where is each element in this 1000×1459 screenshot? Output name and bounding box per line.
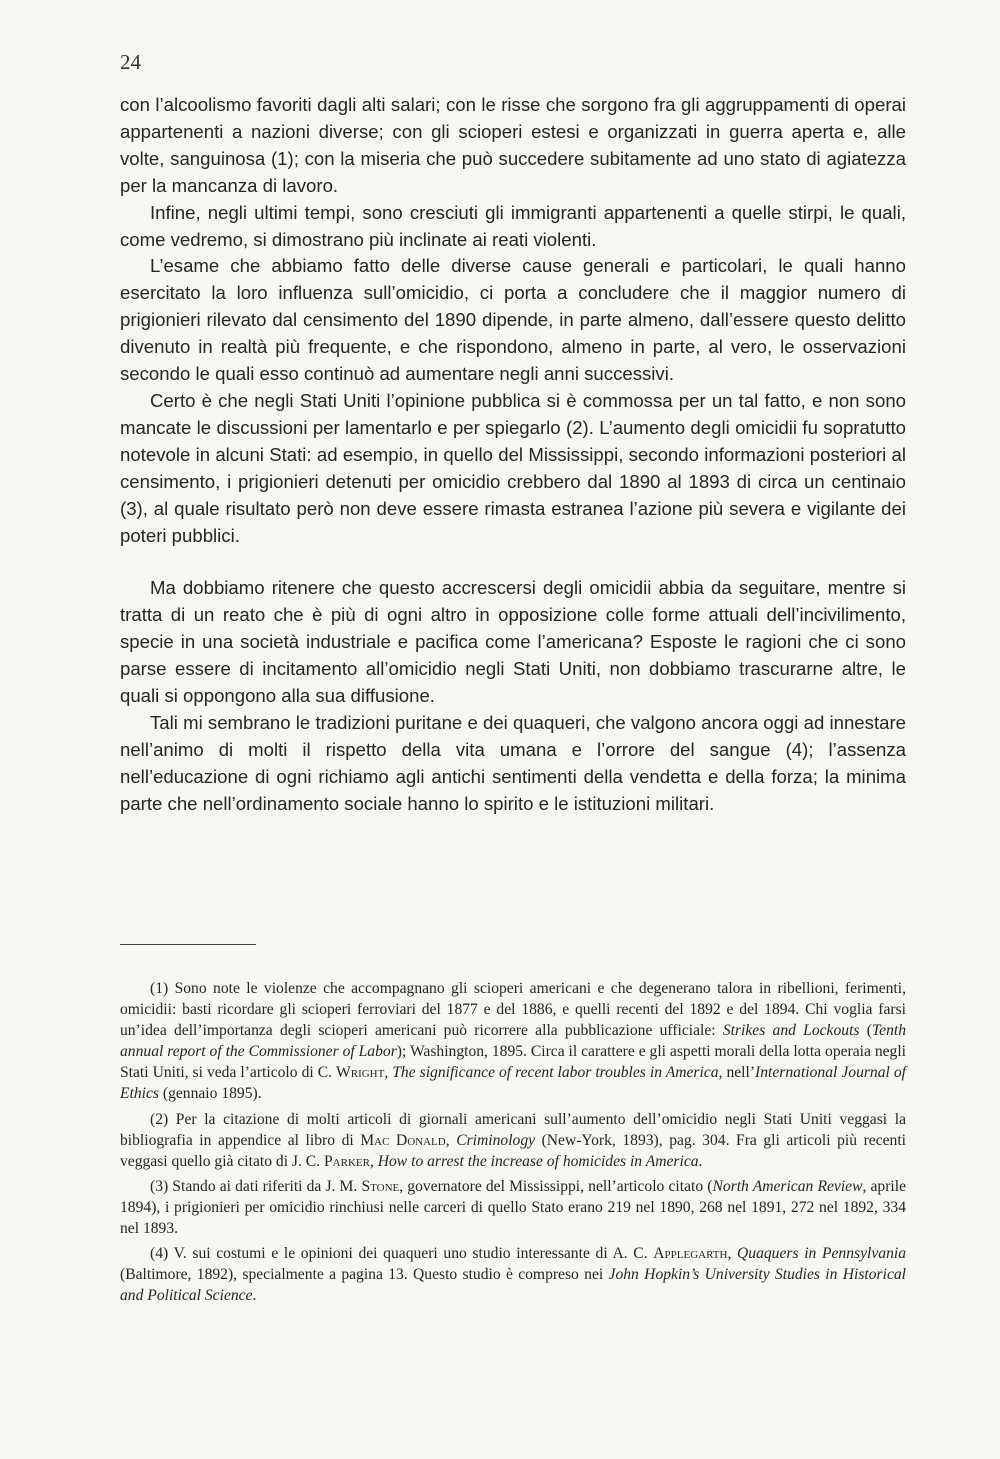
footnote-title: Criminology	[456, 1131, 536, 1149]
footnote-text: (	[859, 1022, 872, 1040]
footnote-author: Stone	[361, 1177, 400, 1195]
footnotes	[120, 978, 906, 1310]
footnote-text: (New-York, 1893), pag. 304. Fra gli articoli più recenti veggasi quello già citato di J. C.	[120, 1131, 907, 1170]
footnote-text: (2) Per la citazione di molti articoli di giornali americani sull’aumento dell’omicidio negli Stati Uniti veggasi la bibliografia in appendice al libro di	[120, 1110, 906, 1149]
footnote-4	[120, 1243, 906, 1306]
footnote-text: (Baltimore, 1892), specialmente a pagina 13. Questo studio è compreso nei	[120, 1266, 609, 1284]
footnote-title: The significance of recent labor troubles in America	[392, 1064, 719, 1082]
footnote-1	[120, 978, 906, 1105]
paragraph: Certo è che negli Stati Uniti l’opinione pubblica si è commossa per un tal fatto, e non sono mancate le discussioni per lamentarlo e per spiegarlo (2). L’aumento degli omicidii fu sopratutto notevole in alcuni Stati: ad esempio, in quello del Mississippi, secondo informazioni posteriori al censimento, i prigionieri detenuti per omicidio crebbero dal 1890 al 1893 di circa un centinaio (3), al quale risultato però non deve essere rimasta estranea l’azione più severa e vigilante dei poteri pubblici.	[120, 389, 906, 546]
footnote-text: ,	[384, 1064, 393, 1082]
footnote-text: ,	[445, 1131, 457, 1149]
paragraph: Infine, negli ultimi tempi, sono cresciuti gli immigranti appartenenti a quelle stirpi, le quali, come vedremo, si dimostrano più inclinate ai reati violenti.	[120, 201, 906, 250]
footnote-divider	[120, 944, 256, 945]
page-number: 24	[120, 50, 141, 74]
footnote-title: Quaquers in Pennsylvania	[737, 1245, 906, 1263]
footnote-text: , aprile 1894), i prigionieri per omicidio rinchiusi nelle carceri di quello Stato erano 219 nel 1890, 268 nel 1891, 272 nel 1892, 334 nel 1893.	[120, 1177, 907, 1238]
footnote-text: (gennaio 1895).	[158, 1085, 262, 1103]
footnote-text: (1) Sono note le violenze che accompagnano gli scioperi americani e che degenerano talora in ribellioni, ferimenti, omicidii: basti ricordare gli scioperi ferroviari del 1877 e del 1886, e quelli recenti del 1892 e del 1894. Chi voglia farsi un’idea dell’importanza degli scioperi americani può ricorrere alla pubblicazione ufficiale:	[120, 980, 906, 1040]
footnote-text: .	[252, 1287, 257, 1305]
paragraph: Tali mi sembrano le tradizioni puritane e dei quaqueri, che valgono ancora oggi ad innestare nell’animo di molti il rispetto della vita umana e l’orrore del sangue (4); l’assenza nell’educazione di ogni richiamo agli antichi sentimenti della vendetta e della forza; la minima parte che nell’ordinamento sociale hanno lo spirito e le istituzioni militari.	[120, 711, 906, 814]
footnote-text: ); Washington, 1895. Circa il carattere e gli aspetti morali della lotta operaia negli Stati Uniti, si veda l’articolo di C.	[120, 1043, 906, 1082]
footnote-title: How to arrest the increase of homicides in America	[377, 1152, 699, 1170]
footnote-author: Parker	[323, 1152, 370, 1170]
footnote-3	[120, 1176, 906, 1239]
footnote-text: (4) V. sui costumi e le opinioni dei quaqueri uno studio interessante di A. C.	[150, 1245, 654, 1263]
footnote-text: , governatore del Mississippi, nell’articolo citato (	[399, 1177, 713, 1195]
paragraph: L’esame che abbiamo fatto delle diverse cause generali e particolari, le quali hanno esercitato la loro influenza sull’omicidio, ci porta a concludere che il maggior numero di prigionieri rilevato dal censimento del 1890 dipende, in parte almeno, dall’essere questo delitto divenuto in realtà più frequente, e che rispondono, almeno in parte, al vero, le osservazioni secondo le quali esso continuò ad aumentare negli anni successivi.	[120, 255, 906, 385]
footnote-title: North American Review	[712, 1177, 863, 1195]
main-text	[120, 92, 906, 818]
footnote-title: Tenth annual report of the Commissioner of Labor	[120, 1022, 906, 1061]
footnote-text: (3) Stando ai dati riferiti da J. M.	[150, 1177, 362, 1195]
footnote-title: International Journal of Ethics	[120, 1064, 906, 1103]
footnote-author: Applegarth	[653, 1245, 728, 1263]
footnote-title: John Hopkin’s University Studies in Historical and Political Science	[120, 1266, 906, 1305]
paragraph: Ma dobbiamo ritenere che questo accrescersi degli omicidii abbia da seguitare, mentre si tratta di un reato che è più di ogni altro in opposizione colle forme attuali dell’incivilimento, specie in una società industriale e pacifica come l’americana? Esposte le ragioni che ci sono parse essere di incitamento all’omicidio negli Stati Uniti, non dobbiamo trascurarne altre, le quali si oppongono alla sua diffusione.	[120, 577, 906, 707]
footnote-text: ,	[369, 1152, 378, 1170]
footnote-author: Wright	[336, 1064, 385, 1082]
footnote-text: .	[698, 1152, 703, 1170]
footnote-text: ,	[727, 1245, 738, 1263]
paragraph: con l’alcoolismo favoriti dagli alti salari; con le risse che sorgono fra gli aggruppamenti di operai appartenenti a nazioni diverse; con gli scioperi estesi e organizzati in guerra aperta e, alle volte, sanguinosa (1); con la miseria che può succedere subitamente ad uno stato di agiatezza per la mancanza di lavoro.	[120, 94, 906, 196]
footnote-text: , nell’	[718, 1064, 756, 1082]
footnote-2	[120, 1109, 906, 1172]
footnote-author: Mac Donald	[360, 1131, 446, 1149]
footnote-title: Strikes and Lockouts	[722, 1022, 860, 1040]
